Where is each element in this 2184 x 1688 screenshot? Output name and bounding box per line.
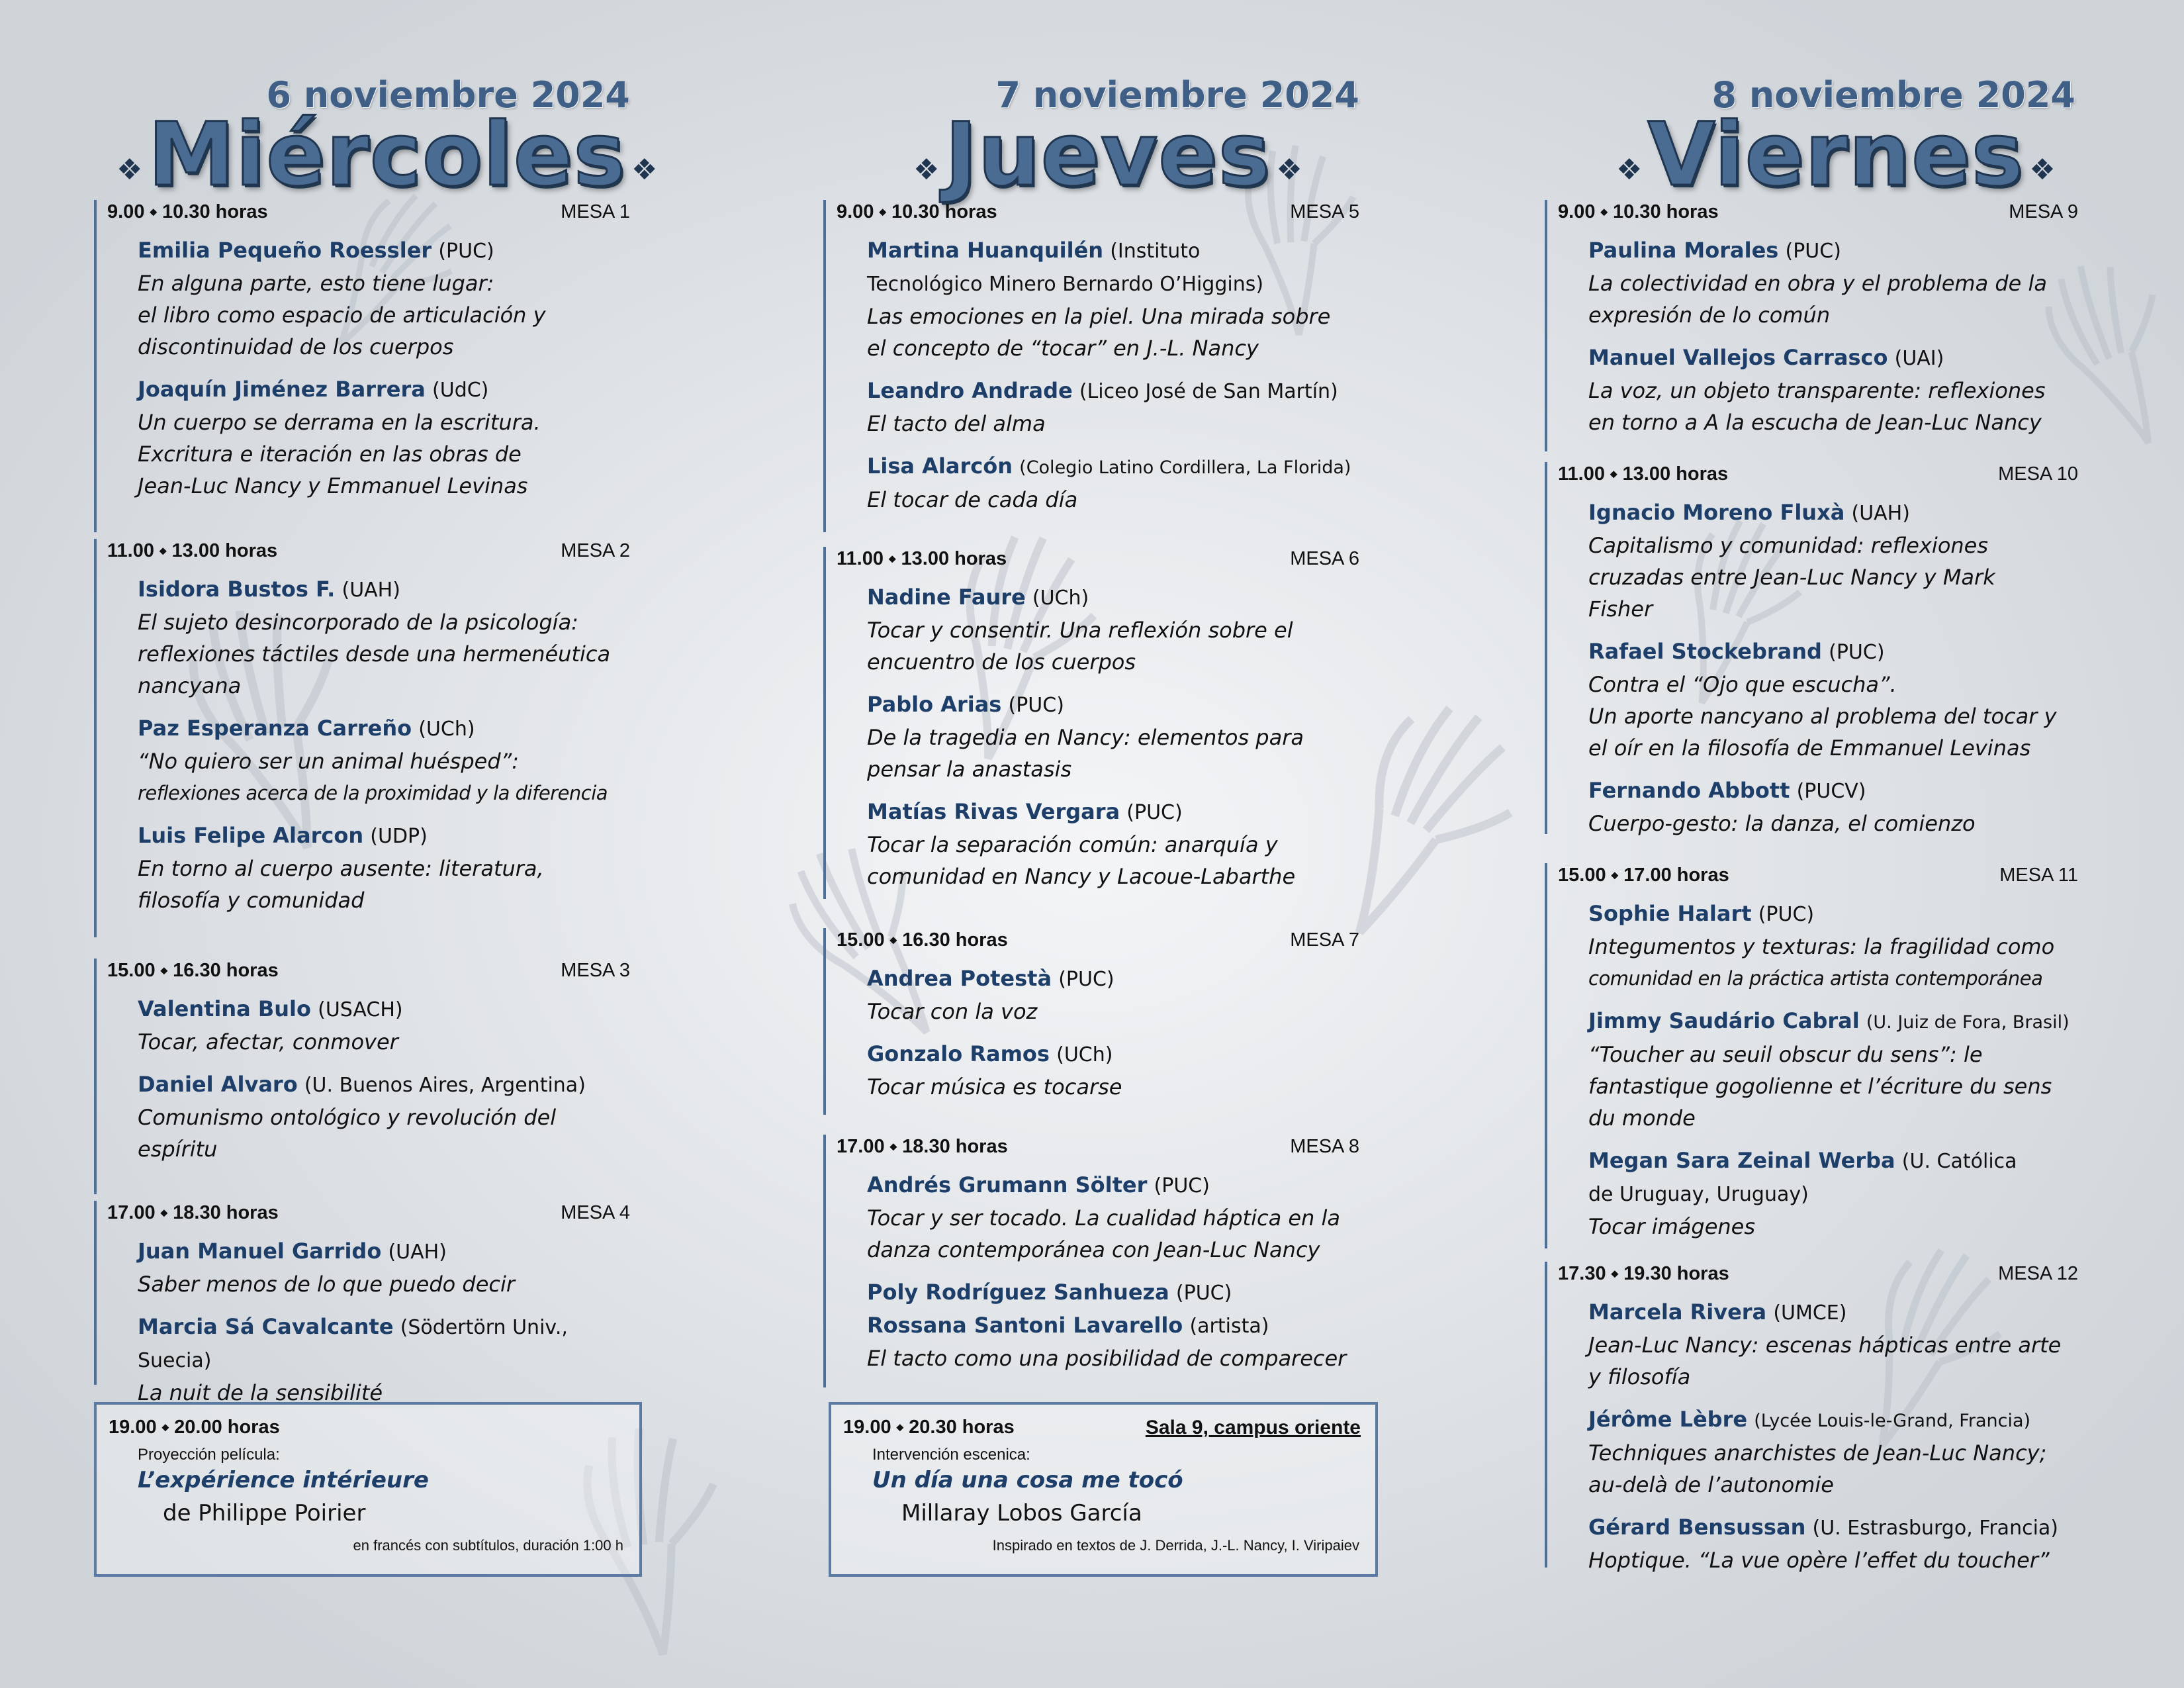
talk-title: pensar la anastasis xyxy=(867,757,1072,782)
talk-title: discontinuidad de los cuerpos xyxy=(138,334,454,359)
talk-title: espíritu xyxy=(138,1137,218,1162)
talk-entry xyxy=(867,234,1359,364)
session-rule xyxy=(1545,1262,1547,1568)
talk-title: En alguna parte, esto tiene lugar: xyxy=(138,271,494,296)
speaker-name: Isidora Bustos F. xyxy=(138,577,336,602)
speaker-affiliation: (UdC) xyxy=(432,379,489,402)
session-header: 11.00 ⬩ 13.00 horas MESA 2 xyxy=(107,540,630,561)
session-header: 15.00 ⬩ 16.30 horas MESA 7 xyxy=(837,929,1359,951)
speaker-name: Gonzalo Ramos xyxy=(867,1041,1050,1066)
day-column-miercoles xyxy=(0,0,662,1688)
speaker-name: Matías Rivas Vergara xyxy=(867,799,1120,824)
speaker-affiliation: (Lycée Louis-le-Grand, Francia) xyxy=(1754,1411,2031,1431)
talk-entry xyxy=(867,962,1359,1027)
speaker-affiliation: (PUC) xyxy=(1154,1174,1210,1197)
day-heading xyxy=(908,104,1308,206)
talk-title: Jean-Luc Nancy y Emmanuel Levinas xyxy=(138,473,528,498)
talk-title: comunidad en la práctica artista contemporánea xyxy=(1588,967,2043,990)
day-name: Viernes xyxy=(1647,104,2025,206)
talk-entry xyxy=(1588,898,2078,994)
talk-title: Jean-Luc Nancy: escenas hápticas entre arte xyxy=(1588,1333,2062,1358)
talk-title: “Toucher au seuil obscur du sens”: le xyxy=(1588,1042,1983,1067)
talk-entry xyxy=(1588,774,2078,839)
ornament-icon: ❖ xyxy=(631,153,658,187)
talk-title: comunidad en Nancy y Lacoue-Labarthe xyxy=(867,864,1296,889)
session-mesa-6 xyxy=(823,548,1359,899)
speaker-affiliation: (PUC) xyxy=(1058,968,1115,991)
speaker-affiliation: (Colegio Latino Cordillera, La Florida) xyxy=(1019,457,1351,478)
session-rule xyxy=(823,928,826,1115)
speaker-affiliation: (PUC) xyxy=(1008,694,1064,717)
speaker-affiliation: (USACH) xyxy=(318,998,403,1021)
session-rule xyxy=(94,200,97,532)
talk-title: Comunismo ontológico y revolución del xyxy=(138,1105,557,1130)
speaker-name: Fernando Abbott xyxy=(1588,778,1790,803)
speaker-name: Rossana Santoni Lavarello xyxy=(867,1313,1183,1338)
session-mesa-5 xyxy=(823,201,1359,532)
session-header: 9.00 ⬩ 10.30 horas MESA 5 xyxy=(837,201,1359,222)
talk-title: Saber menos de lo que puedo decir xyxy=(138,1272,516,1297)
talk-title: y filosofía xyxy=(1588,1364,1691,1389)
speaker-name: Marcela Rivera xyxy=(1588,1299,1767,1325)
talk-entry xyxy=(867,1276,1359,1374)
session-rule xyxy=(1545,863,1547,1248)
session-rule xyxy=(1545,200,1547,451)
talk-title: Hoptique. “La vue opère l’effet du toucher” xyxy=(1588,1548,2050,1573)
session-header: 9.00 ⬩ 10.30 horas MESA 9 xyxy=(1558,201,2078,222)
talk-title: Excritura e iteración en las obras de xyxy=(138,442,522,467)
talk-entry xyxy=(138,712,630,809)
ornament-icon: ❖ xyxy=(1616,153,1643,187)
session-rule xyxy=(823,200,826,532)
date-heading: 7 noviembre 2024 xyxy=(995,74,1359,116)
day-name: Jueves xyxy=(944,104,1271,206)
talk-title: Un cuerpo se derrama en la escritura. xyxy=(138,410,541,435)
session-header: 15.00 ⬩ 17.00 horas MESA 11 xyxy=(1558,865,2078,886)
speaker-affiliation: (PUC) xyxy=(1785,240,1841,263)
talk-entry xyxy=(1588,496,2078,625)
talk-title: el oír en la filosofía de Emmanuel Levinas xyxy=(1588,735,2031,761)
speaker-affiliation: (UCh) xyxy=(1056,1043,1113,1066)
day-heading xyxy=(1611,104,2061,206)
speaker-name: Jimmy Saudário Cabral xyxy=(1588,1008,1860,1033)
event-note: Inspirado en textos de J. Derrida, J.-L. Nancy, I. Viripaiev xyxy=(992,1537,1359,1554)
session-header: 11.00 ⬩ 13.00 horas MESA 6 xyxy=(837,548,1359,569)
speaker-affiliation: (UAH) xyxy=(388,1241,447,1264)
sessions xyxy=(1545,201,2078,1591)
session-header: 17.00 ⬩ 18.30 horas MESA 4 xyxy=(107,1202,630,1223)
special-event-header: 19.00 ⬩ 20.00 horas xyxy=(109,1417,280,1438)
work-title: Un día una cosa me tocó xyxy=(872,1467,1183,1493)
day-column-viernes xyxy=(1456,0,2118,1688)
talk-entry xyxy=(138,1311,630,1409)
speaker-name: Joaquín Jiménez Barrera xyxy=(138,377,426,402)
session-mesa-8 xyxy=(823,1136,1359,1387)
session-mesa-4 xyxy=(94,1202,630,1405)
talk-title: Tocar música es tocarse xyxy=(867,1074,1122,1100)
venue-label: Sala 9, campus oriente xyxy=(1145,1417,1361,1438)
talk-entry xyxy=(1588,1145,2078,1243)
speaker-affiliation: (Liceo José de San Martín) xyxy=(1079,380,1338,403)
special-event-box xyxy=(829,1402,1378,1577)
talk-title: Contra el “Ojo que escucha”. xyxy=(1588,672,1897,697)
talk-entry xyxy=(138,993,630,1058)
speaker-affiliation: (U. Buenos Aires, Argentina) xyxy=(304,1074,586,1097)
talk-entry xyxy=(867,1038,1359,1103)
talk-entry xyxy=(1588,234,2078,331)
talk-title: Fisher xyxy=(1588,596,1653,622)
speaker-name: Jérôme Lèbre xyxy=(1588,1407,1748,1432)
speaker-affiliation: (UCh) xyxy=(418,718,475,741)
speaker-affiliation: (PUCV) xyxy=(1796,780,1866,803)
talk-entry xyxy=(867,450,1359,516)
speaker-affiliation: (U. Católica de Uruguay, Uruguay) xyxy=(1588,1150,2017,1206)
talk-title: El tacto del alma xyxy=(867,411,1046,436)
talk-title: Capitalismo y comunidad: reflexiones xyxy=(1588,533,1989,558)
session-rule xyxy=(823,1135,826,1387)
speaker-affiliation: (PUC) xyxy=(1758,903,1815,926)
speaker-name: Marcia Sá Cavalcante xyxy=(138,1314,394,1339)
event-note: en francés con subtítulos, duración 1:00 h xyxy=(353,1537,623,1554)
talk-title: Tocar imágenes xyxy=(1588,1214,1756,1239)
talk-title: Un aporte nancyano al problema del tocar y xyxy=(1588,704,2057,729)
session-header: 17.00 ⬩ 18.30 horas MESA 8 xyxy=(837,1136,1359,1157)
speaker-name: Luis Felipe Alarcon xyxy=(138,823,364,848)
session-rule xyxy=(1545,462,1547,834)
speaker-name: Leandro Andrade xyxy=(867,378,1073,403)
ornament-icon: ❖ xyxy=(1276,153,1302,187)
talk-title: Tocar la separación común: anarquía y xyxy=(867,832,1278,857)
talk-title: danza contemporánea con Jean-Luc Nancy xyxy=(867,1237,1320,1262)
talk-title: du monde xyxy=(1588,1105,1696,1131)
talk-entry xyxy=(867,796,1359,892)
talk-entry xyxy=(867,1169,1359,1266)
session-rule xyxy=(94,1201,97,1385)
speaker-name: Valentina Bulo xyxy=(138,996,311,1021)
talk-title: De la tragedia en Nancy: elementos para xyxy=(867,725,1304,750)
speaker-name: Paz Esperanza Carreño xyxy=(138,716,412,741)
talk-title: Tocar, afectar, conmover xyxy=(138,1029,398,1055)
work-title: L’expérience intérieure xyxy=(138,1467,429,1493)
talk-title: El tacto como una posibilidad de comparecer xyxy=(867,1346,1347,1371)
session-rule xyxy=(823,547,826,899)
day-heading xyxy=(111,104,662,206)
talk-title: nancyana xyxy=(138,673,242,698)
talk-title: La nuit de la sensibilité xyxy=(138,1380,383,1405)
date-heading: 6 noviembre 2024 xyxy=(266,74,630,116)
talk-title: fantastique gogolienne et l’écriture du sens xyxy=(1588,1074,2052,1099)
speaker-affiliation: (PUC) xyxy=(438,240,494,263)
talk-entry xyxy=(1588,635,2078,764)
speaker-affiliation: (Södertörn Univ., Suecia) xyxy=(138,1316,568,1372)
talk-entry xyxy=(138,573,630,702)
speaker-affiliation: (PUC) xyxy=(1829,641,1885,664)
ornament-icon: ❖ xyxy=(116,153,143,187)
speaker-name: Andrés Grumann Sölter xyxy=(867,1172,1148,1197)
talk-title: Integumentos y texturas: la fragilidad como xyxy=(1588,934,2055,959)
session-header: 17.30 ⬩ 19.30 horas MESA 12 xyxy=(1558,1263,2078,1284)
speaker-name: Paulina Morales xyxy=(1588,238,1779,263)
talk-title: reflexiones acerca de la proximidad y la diferencia xyxy=(138,782,608,804)
session-mesa-10 xyxy=(1545,463,2078,834)
talk-title: Cuerpo-gesto: la danza, el comienzo xyxy=(1588,811,1976,836)
session-mesa-12 xyxy=(1545,1263,2078,1573)
session-mesa-1 xyxy=(94,201,630,532)
speaker-affiliation: (UAI) xyxy=(1894,347,1944,370)
speaker-affiliation: (artista) xyxy=(1189,1315,1269,1338)
talk-title: “No quiero ser un animal huésped”: xyxy=(138,749,519,774)
talk-title: encuentro de los cuerpos xyxy=(867,649,1136,675)
event-kind: Intervención escenica: xyxy=(872,1446,1030,1464)
speaker-name: Megan Sara Zeinal Werba xyxy=(1588,1148,1895,1173)
talk-title: en torno a A la escucha de Jean-Luc Nancy xyxy=(1588,410,2042,435)
special-event-header: 19.00 ⬩ 20.30 horas Sala 9, campus oriente xyxy=(843,1417,1361,1438)
talk-title: Tocar y ser tocado. La cualidad háptica en la xyxy=(867,1205,1340,1231)
talk-entry xyxy=(867,375,1359,440)
talk-entry xyxy=(138,1068,630,1165)
talk-title: Techniques anarchistes de Jean-Luc Nancy; xyxy=(1588,1440,2047,1466)
day-name: Miércoles xyxy=(148,104,626,206)
speaker-name: Poly Rodríguez Sanhueza xyxy=(867,1280,1169,1305)
speaker-affiliation: (UAH) xyxy=(1851,502,1910,525)
sessions xyxy=(823,201,1359,1393)
special-event-box xyxy=(94,1402,642,1577)
talk-title: au-delà de l’autonomie xyxy=(1588,1472,1834,1497)
talk-title: La colectividad en obra y el problema de la xyxy=(1588,271,2048,296)
talk-title: reflexiones táctiles desde una hermenéutica xyxy=(138,641,611,667)
speaker-name: Ignacio Moreno Fluxà xyxy=(1588,500,1845,525)
talk-entry xyxy=(138,234,630,363)
talk-entry xyxy=(1588,1296,2078,1393)
session-header: 9.00 ⬩ 10.30 horas MESA 1 xyxy=(107,201,630,222)
talk-title: El sujeto desincorporado de la psicología: xyxy=(138,610,578,635)
talk-title: cruzadas entre Jean-Luc Nancy y Mark xyxy=(1588,565,1995,590)
speaker-name: Sophie Halart xyxy=(1588,901,1752,926)
talk-title: El tocar de cada día xyxy=(867,487,1078,512)
speaker-affiliation: (UCh) xyxy=(1032,586,1089,610)
session-rule xyxy=(94,539,97,937)
speaker-affiliation: (UMCE) xyxy=(1773,1301,1847,1325)
speaker-name: Juan Manuel Garrido xyxy=(138,1239,382,1264)
talk-entry xyxy=(138,373,630,502)
work-author: de Philippe Poirier xyxy=(163,1500,366,1526)
talk-entry xyxy=(1588,1403,2078,1501)
speaker-name: Andrea Potestà xyxy=(867,966,1052,991)
talk-entry xyxy=(1588,342,2078,438)
speaker-name: Nadine Faure xyxy=(867,585,1026,610)
talk-title: el concepto de “tocar” en J.-L. Nancy xyxy=(867,336,1259,361)
work-author: Millaray Lobos García xyxy=(901,1500,1142,1526)
session-mesa-7 xyxy=(823,929,1359,1115)
speaker-affiliation: (U. Juiz de Fora, Brasil) xyxy=(1866,1012,2070,1033)
talk-entry xyxy=(1588,1005,2078,1134)
speaker-affiliation: (U. Estrasburgo, Francia) xyxy=(1812,1517,2058,1540)
speaker-name: Martina Huanquilén xyxy=(867,238,1104,263)
talk-entry xyxy=(867,581,1359,678)
speaker-affiliation: (Instituto Tecnológico Minero Bernardo O’Higgins) xyxy=(867,240,1264,296)
talk-entry xyxy=(138,1235,630,1300)
session-mesa-11 xyxy=(1545,865,2078,1248)
event-kind: Proyección película: xyxy=(138,1446,280,1464)
talk-title: el libro como espacio de articulación y xyxy=(138,303,546,328)
ornament-icon: ❖ xyxy=(2029,153,2056,187)
speaker-affiliation: (PUC) xyxy=(1126,801,1183,824)
speaker-name: Pablo Arias xyxy=(867,692,1002,717)
speaker-affiliation: (UAH) xyxy=(341,579,400,602)
sessions xyxy=(94,201,630,1405)
speaker-name: Lisa Alarcón xyxy=(867,453,1013,479)
talk-title: expresión de lo común xyxy=(1588,303,1831,328)
talk-title: En torno al cuerpo ausente: literatura, xyxy=(138,856,544,881)
speaker-name: Emilia Pequeño Roessler xyxy=(138,238,432,263)
session-header: 11.00 ⬩ 13.00 horas MESA 10 xyxy=(1558,463,2078,485)
speaker-name: Daniel Alvaro xyxy=(138,1072,298,1097)
session-header: 15.00 ⬩ 16.30 horas MESA 3 xyxy=(107,960,630,981)
session-mesa-9 xyxy=(1545,201,2078,451)
talk-entry xyxy=(138,820,630,916)
day-column-jueves xyxy=(728,0,1390,1688)
speaker-affiliation: (UDP) xyxy=(370,825,428,848)
speaker-name: Rafael Stockebrand xyxy=(1588,639,1822,664)
speaker-affiliation: (PUC) xyxy=(1175,1282,1232,1305)
talk-title: La voz, un objeto transparente: reflexiones xyxy=(1588,378,2046,403)
session-mesa-2 xyxy=(94,540,630,937)
talk-title: filosofía y comunidad xyxy=(138,888,365,913)
session-rule xyxy=(94,959,97,1194)
talk-entry xyxy=(867,688,1359,785)
session-mesa-3 xyxy=(94,960,630,1194)
talk-title: Tocar y consentir. Una reflexión sobre el xyxy=(867,618,1293,643)
speaker-name: Gérard Bensussan xyxy=(1588,1515,1806,1540)
talk-title: Las emociones en la piel. Una mirada sobre xyxy=(867,304,1331,329)
speaker-name: Manuel Vallejos Carrasco xyxy=(1588,345,1888,370)
ornament-icon: ❖ xyxy=(913,153,940,187)
talk-title: Tocar con la voz xyxy=(867,999,1038,1024)
talk-entry xyxy=(1588,1511,2078,1576)
date-heading: 8 noviembre 2024 xyxy=(1711,74,2075,116)
